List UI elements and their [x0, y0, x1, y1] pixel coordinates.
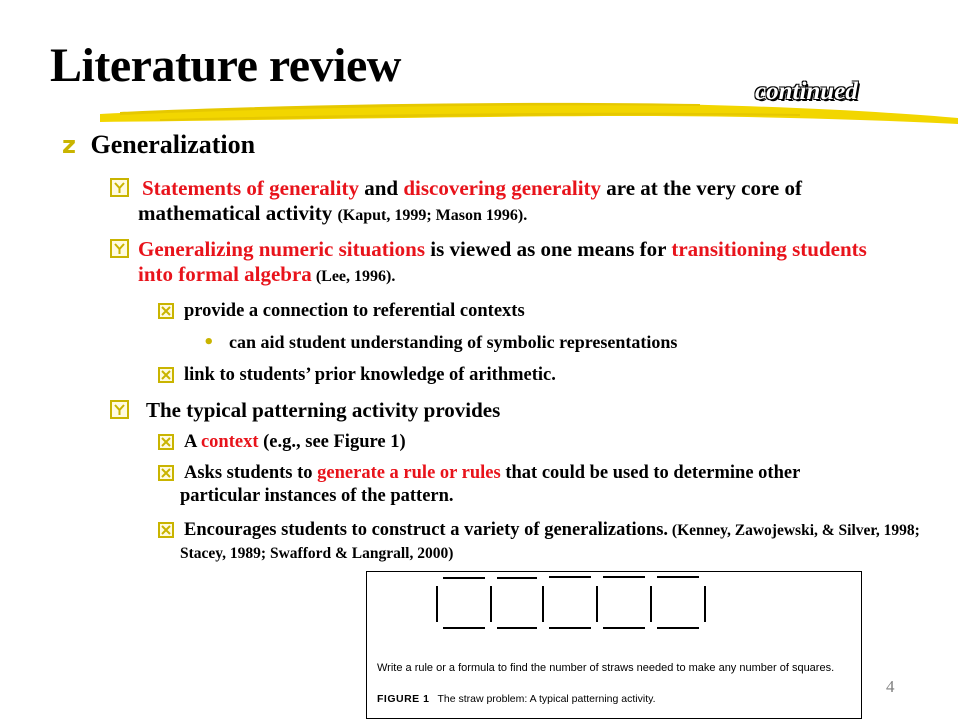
z-bullet-icon: z [62, 131, 76, 159]
continued-label: continued [755, 78, 858, 105]
list-item-generalizing-numeric: Generalizing numeric situations is viewed as one means for transitioning students into formal algebra (Lee, 1996). [138, 237, 867, 286]
bullet-x-icon [158, 302, 174, 320]
list-item-variety-generalizations: Encourages students to construct a variety of generalizations. (Kenney, Zawojewski, & Silver, 1998; Stacey, 1989; Swafford & Langrall, 2000) [180, 520, 920, 562]
bullet-box-icon [110, 239, 129, 258]
bullet-x-icon [158, 433, 174, 451]
list-item-generate-rule: Asks students to generate a rule or rules that could be used to determine other particular instances of the pattern. [180, 463, 800, 506]
list-item-context: A context (e.g., see Figure 1) [184, 432, 406, 452]
dot-bullet-icon: • [203, 332, 215, 353]
list-item-symbolic-representations: • can aid student understanding of symbolic representations [203, 332, 678, 353]
section-heading-label: Generalization [90, 130, 256, 159]
slide-title: Literature review [50, 39, 401, 92]
bullet-x-icon [158, 464, 174, 482]
list-item-patterning-activity: The typical patterning activity provides [146, 398, 501, 422]
bullet-box-icon [110, 400, 129, 419]
figure-instruction: Write a rule or a formula to find the number of straws needed to make any number of squares. [377, 662, 835, 674]
bullet-box-icon [110, 178, 129, 197]
list-item-referential-contexts: provide a connection to referential contexts [184, 301, 525, 321]
figure-caption: FIGURE 1 The straw problem: A typical patterning activity. [377, 693, 656, 705]
bullet-x-icon [158, 521, 174, 539]
list-item-prior-knowledge: link to students’ prior knowledge of arithmetic. [184, 365, 556, 385]
bullet-x-icon [158, 366, 174, 384]
page-number: 4 [886, 677, 895, 696]
figure-1 [366, 571, 862, 719]
list-item-statements-generality: Statements of generality and discovering generality are at the very core of mathematical activity (Kaput, 1999; Mason 1996). [138, 176, 802, 225]
straw-squares-drawing [427, 572, 717, 632]
section-heading [62, 130, 255, 160]
